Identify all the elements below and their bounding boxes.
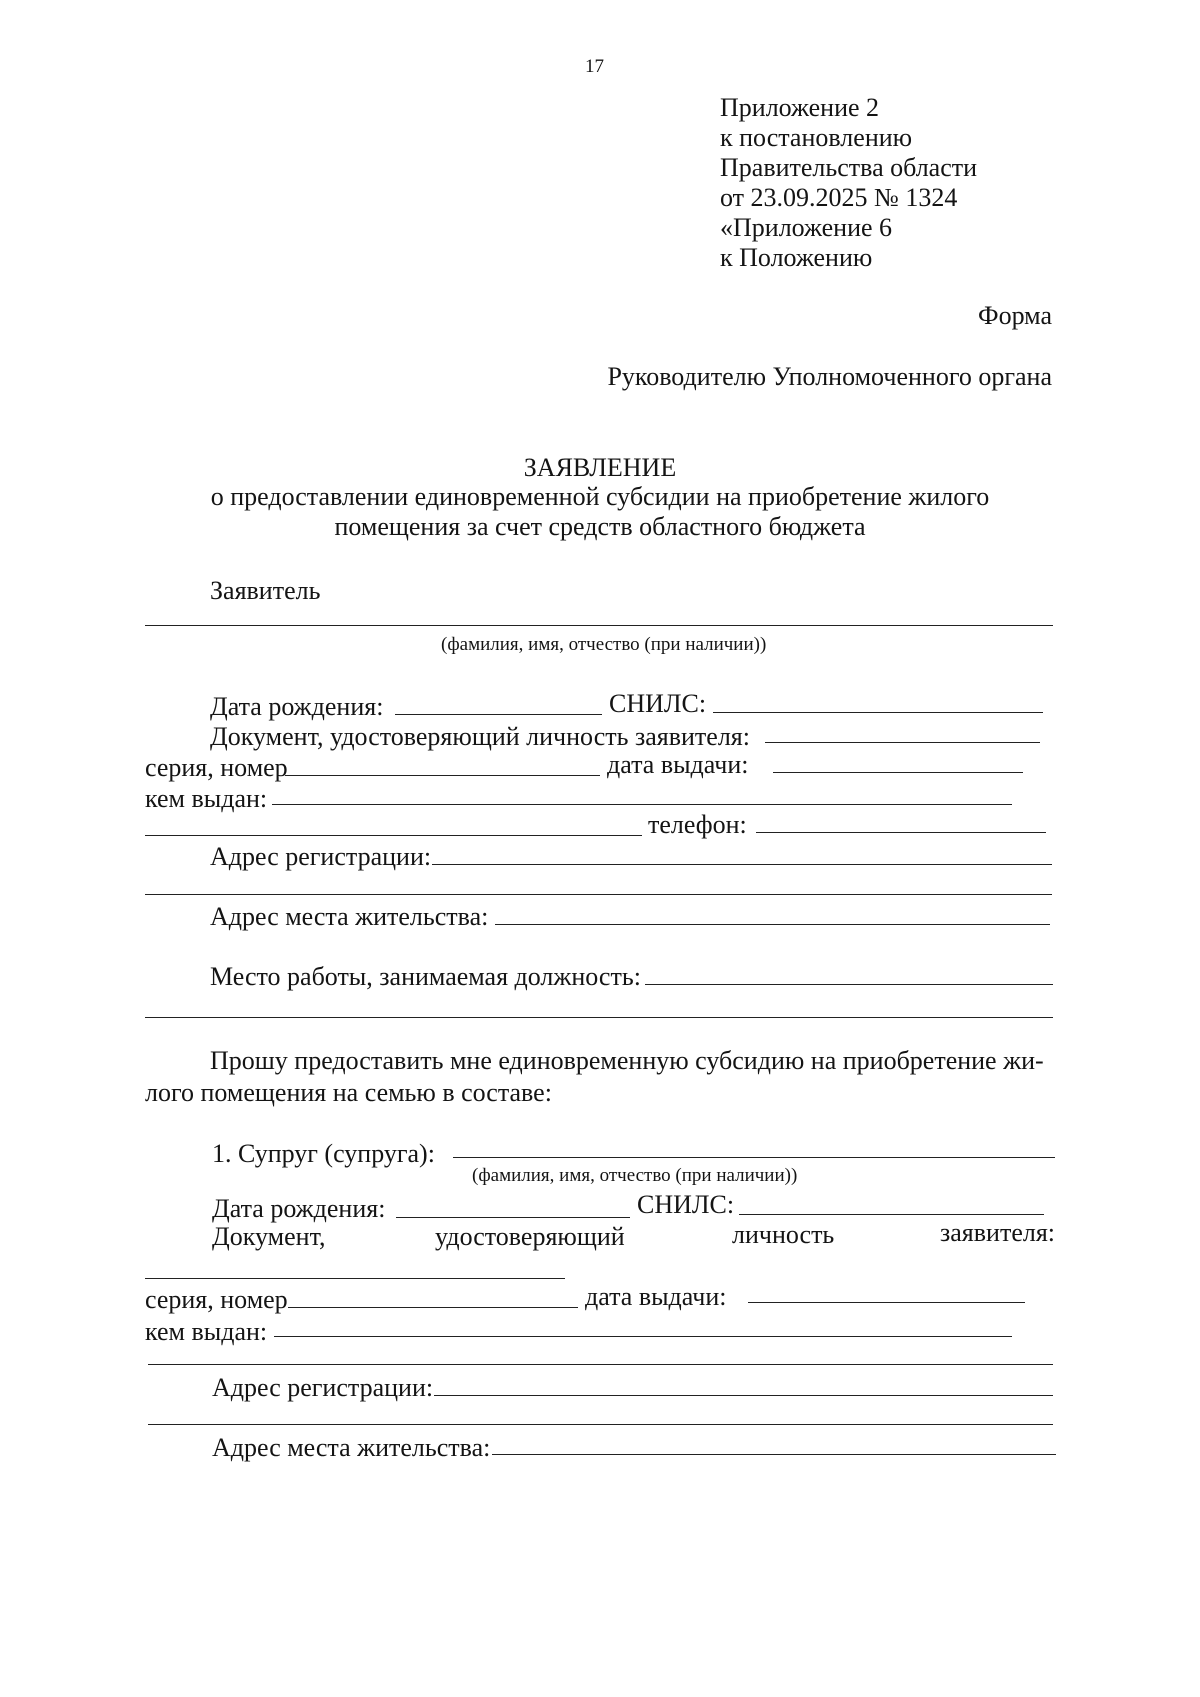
- spouse-id-doc-word: Документ,: [212, 1222, 326, 1251]
- applicant-workplace-field-continued[interactable]: [145, 1017, 1053, 1018]
- spouse-snils-label: СНИЛС:: [637, 1190, 735, 1219]
- appendix-line: Правительства области: [720, 153, 978, 182]
- appendix-line: к Положению: [720, 243, 873, 272]
- spouse-reg-address-label: Адрес регистрации:: [212, 1373, 434, 1402]
- addressee: Руководителю Уполномоченного органа: [607, 362, 1052, 391]
- spouse-birth-date-label: Дата рождения:: [212, 1194, 386, 1223]
- applicant-workplace-field[interactable]: [645, 984, 1053, 985]
- appendix-line: к постановлению: [720, 123, 913, 152]
- title-line: помещения за счет средств областного бюджета: [334, 512, 866, 541]
- applicant-issue-date-field[interactable]: [773, 772, 1023, 773]
- spouse-reg-address-field-continued[interactable]: [148, 1424, 1053, 1425]
- spouse-birth-date-field[interactable]: [396, 1217, 630, 1218]
- spouse-id-doc-word: удостоверяющий: [435, 1222, 625, 1251]
- spouse-id-doc-word: личность: [732, 1220, 835, 1249]
- applicant-snils-field[interactable]: [713, 712, 1043, 713]
- spouse-series-number-label: серия, номер: [145, 1285, 288, 1314]
- page-number: 17: [585, 56, 604, 77]
- applicant-issue-date-label: дата выдачи:: [607, 750, 749, 779]
- applicant-label: Заявитель: [210, 576, 321, 605]
- title-heading: ЗАЯВЛЕНИЕ: [523, 453, 677, 482]
- request-line: лого помещения на семью в составе:: [145, 1078, 552, 1107]
- spouse-snils-field[interactable]: [739, 1214, 1044, 1215]
- applicant-residence-address-label: Адрес места жительства:: [210, 902, 489, 931]
- spouse-series-number-field[interactable]: [288, 1307, 578, 1308]
- applicant-reg-address-label: Адрес регистрации:: [210, 842, 432, 871]
- applicant-phone-label: телефон:: [648, 810, 747, 839]
- spouse-name-caption: (фамилия, имя, отчество (при наличии)): [472, 1165, 798, 1186]
- spouse-issued-by-field[interactable]: [274, 1336, 1012, 1337]
- applicant-name-field[interactable]: [145, 625, 1053, 626]
- applicant-issued-by-label: кем выдан:: [145, 784, 268, 813]
- spouse-issued-by-label: кем выдан:: [145, 1317, 268, 1346]
- request-line: Прошу предоставить мне единовременную субсидию на приобретение жи-: [210, 1046, 1044, 1075]
- appendix-line: от 23.09.2025 № 1324: [720, 183, 958, 212]
- spouse-name-field[interactable]: [453, 1157, 1055, 1158]
- form-label: Форма: [978, 301, 1052, 330]
- title-line: о предоставлении единовременной субсидии на приобретение жилого: [210, 482, 990, 511]
- applicant-series-number-label: серия, номер: [145, 753, 288, 782]
- applicant-birth-date-label: Дата рождения:: [210, 692, 384, 721]
- applicant-residence-address-field[interactable]: [495, 924, 1050, 925]
- spouse-residence-address-field[interactable]: [492, 1454, 1056, 1455]
- applicant-birth-date-field[interactable]: [395, 714, 602, 715]
- spouse-issued-by-field-continued[interactable]: [148, 1364, 1053, 1365]
- appendix-line: «Приложение 6: [720, 213, 893, 242]
- spouse-issue-date-label: дата выдачи:: [585, 1282, 727, 1311]
- applicant-phone-field[interactable]: [756, 832, 1046, 833]
- spouse-id-doc-word: заявителя:: [940, 1218, 1056, 1247]
- applicant-snils-label: СНИЛС:: [609, 689, 707, 718]
- applicant-reg-address-field-continued[interactable]: [145, 894, 1052, 895]
- appendix-line: Приложение 2: [720, 93, 880, 122]
- spouse-reg-address-field[interactable]: [434, 1395, 1053, 1396]
- applicant-issued-by-field[interactable]: [272, 804, 1012, 805]
- applicant-issued-by-field-continued[interactable]: [145, 835, 642, 836]
- spouse-label: 1. Супруг (супруга):: [212, 1139, 435, 1168]
- applicant-series-number-field[interactable]: [285, 775, 600, 776]
- spouse-issue-date-field[interactable]: [748, 1302, 1025, 1303]
- applicant-id-doc-field[interactable]: [765, 742, 1040, 743]
- spouse-residence-address-label: Адрес места жительства:: [212, 1433, 491, 1462]
- applicant-workplace-label: Место работы, занимаемая должность:: [210, 962, 641, 991]
- spouse-id-doc-field[interactable]: [145, 1278, 565, 1279]
- applicant-name-caption: (фамилия, имя, отчество (при наличии)): [441, 634, 767, 655]
- applicant-id-doc-label: Документ, удостоверяющий личность заявителя:: [210, 722, 750, 751]
- applicant-reg-address-field[interactable]: [432, 864, 1052, 865]
